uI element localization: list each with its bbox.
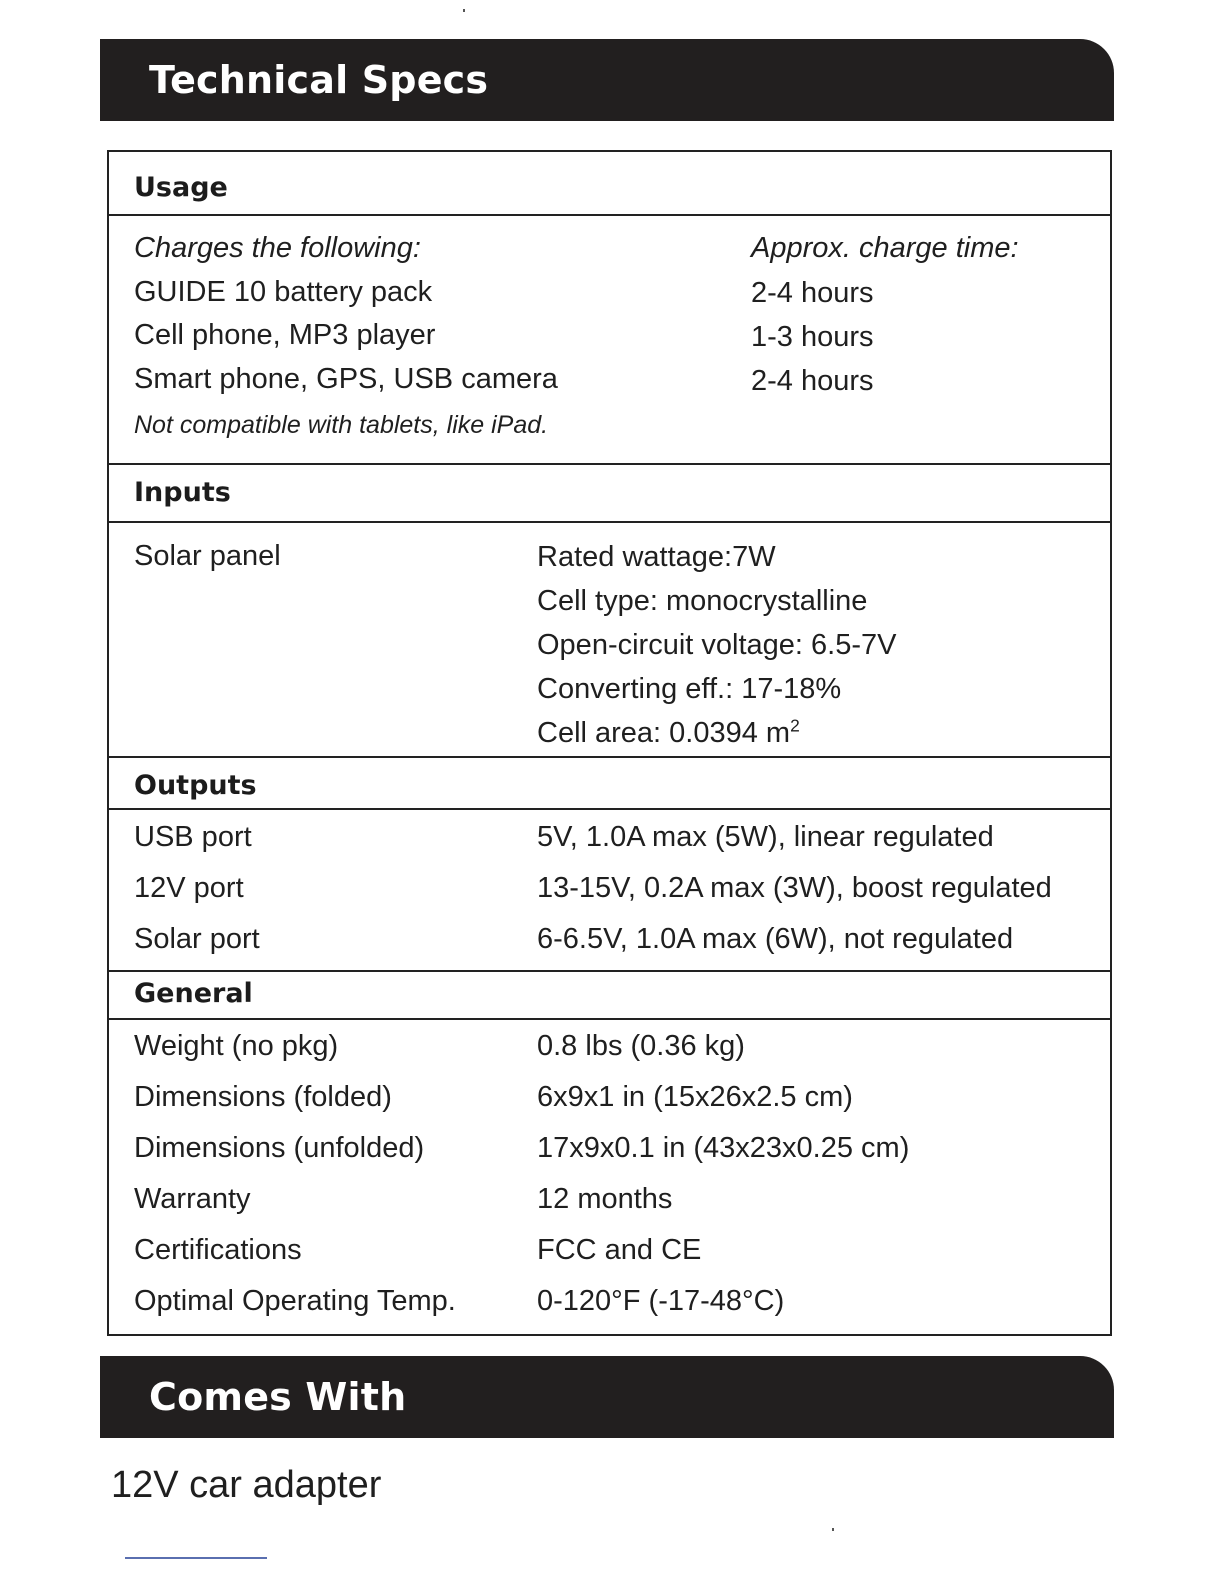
general-value: 17x9x0.1 in (43x23x0.25 cm)	[537, 1132, 910, 1164]
outputs-value: 6-6.5V, 1.0A max (6W), not regulated	[537, 923, 1014, 955]
comes-with-title: Comes With	[149, 1375, 407, 1419]
usage-device: Smart phone, GPS, USB camera	[134, 363, 558, 395]
inputs-rule	[109, 521, 1110, 523]
footer-rule	[125, 1557, 267, 1559]
usage-charges-title: Charges the following:	[134, 232, 421, 264]
general-label: Warranty	[134, 1183, 251, 1215]
usage-time: 1-3 hours	[751, 321, 874, 353]
usage-time: 2-4 hours	[751, 277, 874, 309]
usage-compat-note: Not compatible with tablets, like iPad.	[134, 411, 549, 439]
inputs-spec-line: Cell type: monocrystalline	[537, 585, 868, 617]
inputs-label: Solar panel	[134, 540, 281, 572]
general-header: General	[134, 978, 253, 1009]
scan-speck	[832, 1528, 834, 1531]
outputs-label: Solar port	[134, 923, 260, 955]
general-value: 12 months	[537, 1183, 673, 1215]
usage-device: GUIDE 10 battery pack	[134, 276, 433, 308]
inputs-spec-line: Rated wattage:7W	[537, 541, 776, 573]
general-label: Optimal Operating Temp.	[134, 1285, 456, 1317]
usage-header: Usage	[134, 172, 228, 203]
usage-time: 2-4 hours	[751, 365, 874, 397]
spec-table	[107, 150, 1112, 1336]
inputs-top-rule	[109, 463, 1110, 465]
scan-speck	[463, 9, 465, 12]
general-value: 6x9x1 in (15x26x2.5 cm)	[537, 1081, 853, 1113]
usage-device: Cell phone, MP3 player	[134, 319, 436, 351]
usage-rule	[109, 214, 1110, 216]
cell-area-exponent: 2	[790, 715, 800, 736]
usage-charge-time-title: Approx. charge time:	[751, 232, 1019, 264]
outputs-label: 12V port	[134, 872, 244, 904]
inputs-spec-line: Converting eff.: 17-18%	[537, 673, 842, 705]
general-value: FCC and CE	[537, 1234, 702, 1266]
inputs-cell-area	[537, 717, 800, 750]
technical-specs-banner	[100, 39, 1114, 121]
general-value: 0-120°F (-17-48°C)	[537, 1285, 785, 1317]
outputs-rule	[109, 808, 1110, 810]
technical-specs-title: Technical Specs	[149, 58, 489, 102]
outputs-value: 5V, 1.0A max (5W), linear regulated	[537, 821, 994, 853]
general-value: 0.8 lbs (0.36 kg)	[537, 1030, 745, 1062]
comes-with-item: 12V car adapter	[111, 1464, 382, 1506]
comes-with-banner	[100, 1356, 1114, 1438]
general-label: Weight (no pkg)	[134, 1030, 339, 1062]
cell-area-text: Cell area: 0.0394 m	[537, 717, 791, 749]
outputs-top-rule	[109, 756, 1110, 758]
general-label: Dimensions (folded)	[134, 1081, 392, 1113]
general-label: Dimensions (unfolded)	[134, 1132, 425, 1164]
general-rule	[109, 1018, 1110, 1020]
general-top-rule	[109, 970, 1110, 972]
outputs-header: Outputs	[134, 770, 257, 801]
inputs-header: Inputs	[134, 477, 231, 508]
outputs-label: USB port	[134, 821, 252, 853]
general-label: Certifications	[134, 1234, 302, 1266]
inputs-spec-line: Open-circuit voltage: 6.5-7V	[537, 629, 897, 661]
outputs-value: 13-15V, 0.2A max (3W), boost regulated	[537, 872, 1052, 904]
